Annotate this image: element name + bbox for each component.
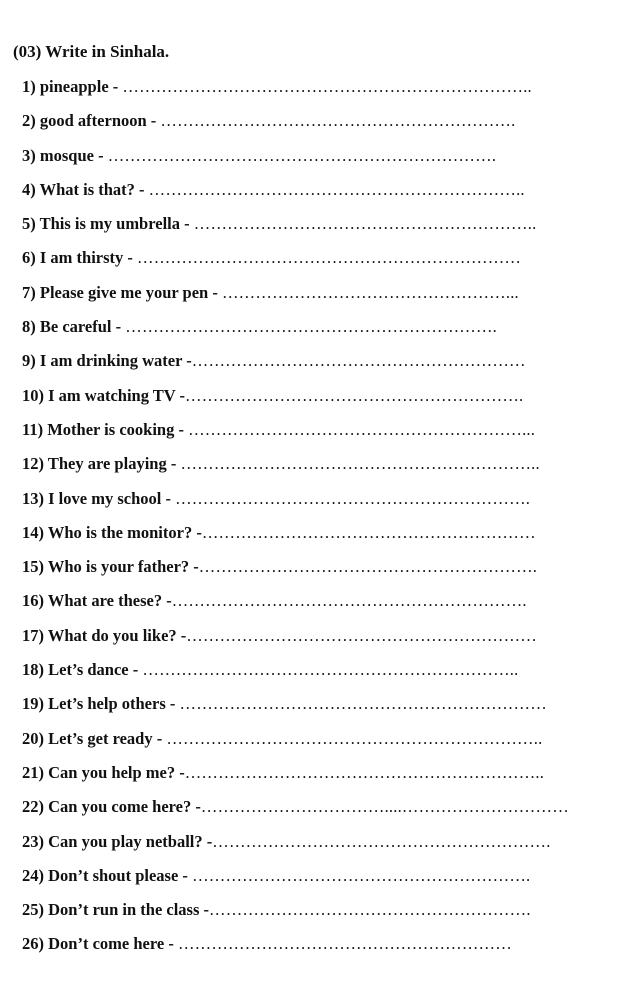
- answer-blank[interactable]: ………………………………………………….: [209, 900, 531, 920]
- exercise-item: [22, 762, 587, 796]
- exercise-item: [22, 179, 587, 213]
- item-number: 24): [22, 865, 44, 885]
- item-number: 13): [22, 488, 44, 508]
- item-number: 19): [22, 694, 44, 714]
- item-number: 10): [22, 385, 44, 405]
- item-number: 5): [22, 214, 36, 234]
- exercise-item: [22, 693, 587, 727]
- answer-blank[interactable]: ……………………………………………………….: [160, 111, 516, 131]
- item-number: 2): [22, 111, 36, 131]
- exercise-item: [22, 282, 587, 316]
- item-prompt: I love my school -: [48, 488, 176, 508]
- exercise-item: [22, 247, 587, 281]
- answer-blank[interactable]: …………………………………………………………….: [107, 145, 497, 165]
- item-number: 9): [22, 351, 36, 371]
- item-number: 4): [22, 179, 36, 199]
- exercise-item: [22, 453, 587, 487]
- exercise-item: [22, 865, 587, 899]
- answer-blank[interactable]: ………………………………………………………….: [125, 317, 497, 337]
- item-prompt: I am watching TV -: [48, 385, 186, 405]
- item-prompt: Who is the monitor? -: [47, 522, 202, 542]
- exercise-item: [22, 76, 587, 110]
- item-prompt: Don’t come here -: [48, 934, 178, 954]
- item-number: 7): [22, 282, 36, 302]
- answer-blank[interactable]: ……………………………....…………………………: [200, 797, 569, 817]
- answer-blank[interactable]: ………………………………………………………………..: [122, 77, 532, 96]
- item-number: 18): [22, 660, 44, 680]
- answer-blank[interactable]: ……………………………………………………: [191, 351, 526, 371]
- item-number: 22): [22, 797, 44, 817]
- exercise-item: [22, 213, 587, 247]
- exercise-item: [22, 488, 587, 522]
- answer-blank[interactable]: ……………………………………………………: [201, 522, 536, 542]
- item-prompt: Let’s help others -: [48, 694, 180, 714]
- item-number: 1): [22, 77, 36, 96]
- item-number: 15): [22, 557, 44, 577]
- item-number: 8): [22, 317, 36, 337]
- item-number: 11): [22, 419, 44, 439]
- item-prompt: Can you help me? -: [48, 762, 185, 782]
- item-number: 20): [22, 728, 44, 748]
- exercise-item: [22, 831, 587, 865]
- exercise-item: [22, 350, 587, 384]
- exercise-item: [22, 625, 587, 659]
- item-number: 12): [22, 454, 44, 474]
- exercise-item: [22, 796, 587, 830]
- exercise-item: [22, 145, 587, 179]
- answer-blank[interactable]: ……………………………………………………..: [193, 214, 537, 234]
- item-prompt: I am drinking water -: [39, 351, 192, 371]
- item-prompt: Mother is cooking -: [47, 419, 189, 439]
- exercise-item: [22, 728, 587, 762]
- item-number: 17): [22, 625, 44, 645]
- answer-blank[interactable]: ……………………………………………………….: [171, 591, 527, 611]
- answer-blank[interactable]: …………………………………………………….: [185, 385, 524, 405]
- answer-blank[interactable]: ……………………………………………...: [221, 282, 519, 302]
- item-prompt: pineapple -: [39, 77, 123, 96]
- item-number: 23): [22, 831, 44, 851]
- exercise-list: [22, 76, 587, 968]
- item-prompt: What is that? -: [39, 179, 149, 199]
- item-prompt: I am thirsty -: [39, 248, 138, 268]
- item-prompt: They are playing -: [47, 454, 181, 474]
- answer-blank[interactable]: ……………………………………………………...: [188, 419, 536, 439]
- item-number: 25): [22, 900, 44, 920]
- answer-blank[interactable]: …………………………………………………………..: [142, 660, 519, 680]
- item-prompt: mosque -: [39, 145, 108, 165]
- answer-blank[interactable]: ……………………………………………………….: [175, 488, 531, 508]
- item-prompt: What do you like? -: [47, 625, 187, 645]
- item-number: 3): [22, 145, 36, 165]
- exercise-item: [22, 419, 587, 453]
- exercise-item: [22, 110, 587, 144]
- exercise-item: [22, 556, 587, 590]
- answer-blank[interactable]: ……………………………………………………: [177, 934, 512, 954]
- answer-blank[interactable]: ………………………………………………………: [186, 625, 537, 645]
- item-number: 21): [22, 762, 44, 782]
- item-number: 6): [22, 248, 36, 268]
- item-prompt: This is my umbrella -: [39, 214, 194, 234]
- item-prompt: Please give me your pen -: [39, 282, 222, 302]
- item-number: 14): [22, 522, 44, 542]
- answer-blank[interactable]: ……………………………………………………………: [137, 248, 522, 268]
- exercise-item: [22, 659, 587, 693]
- answer-blank[interactable]: …………………………………………………………..: [166, 728, 543, 748]
- item-number: 16): [22, 591, 44, 611]
- exercise-item: [22, 590, 587, 624]
- item-prompt: Don’t shout please -: [48, 865, 193, 885]
- answer-blank[interactable]: ………………………………………………………..: [180, 454, 540, 474]
- item-number: 26): [22, 934, 44, 954]
- item-prompt: Let’s get ready -: [48, 728, 167, 748]
- answer-blank[interactable]: …………………………………………………….: [192, 865, 531, 885]
- answer-blank[interactable]: …………………………………………………………..: [148, 179, 525, 199]
- answer-blank[interactable]: …………………………………………………….: [198, 557, 538, 577]
- exercise-title: (03) Write in Sinhala.: [13, 42, 170, 61]
- answer-blank[interactable]: …………………………………………………….: [212, 831, 551, 851]
- answer-blank[interactable]: ………………………………………………………..: [184, 762, 545, 782]
- item-prompt: What are these? -: [47, 591, 172, 611]
- item-prompt: Who is your father? -: [47, 557, 199, 577]
- item-prompt: good afternoon -: [39, 111, 161, 131]
- exercise-item: [22, 385, 587, 419]
- item-prompt: Can you play netball? -: [48, 831, 213, 851]
- exercise-item: [22, 933, 587, 967]
- item-prompt: Don’t run in the class -: [48, 900, 210, 920]
- answer-blank[interactable]: …………………………………………………………: [179, 694, 547, 714]
- item-prompt: Let’s dance -: [48, 660, 143, 680]
- item-prompt: Can you come here? -: [48, 797, 201, 817]
- exercise-item: [22, 316, 587, 350]
- item-prompt: Be careful -: [39, 317, 126, 337]
- exercise-item: [22, 522, 587, 556]
- exercise-item: [22, 899, 587, 933]
